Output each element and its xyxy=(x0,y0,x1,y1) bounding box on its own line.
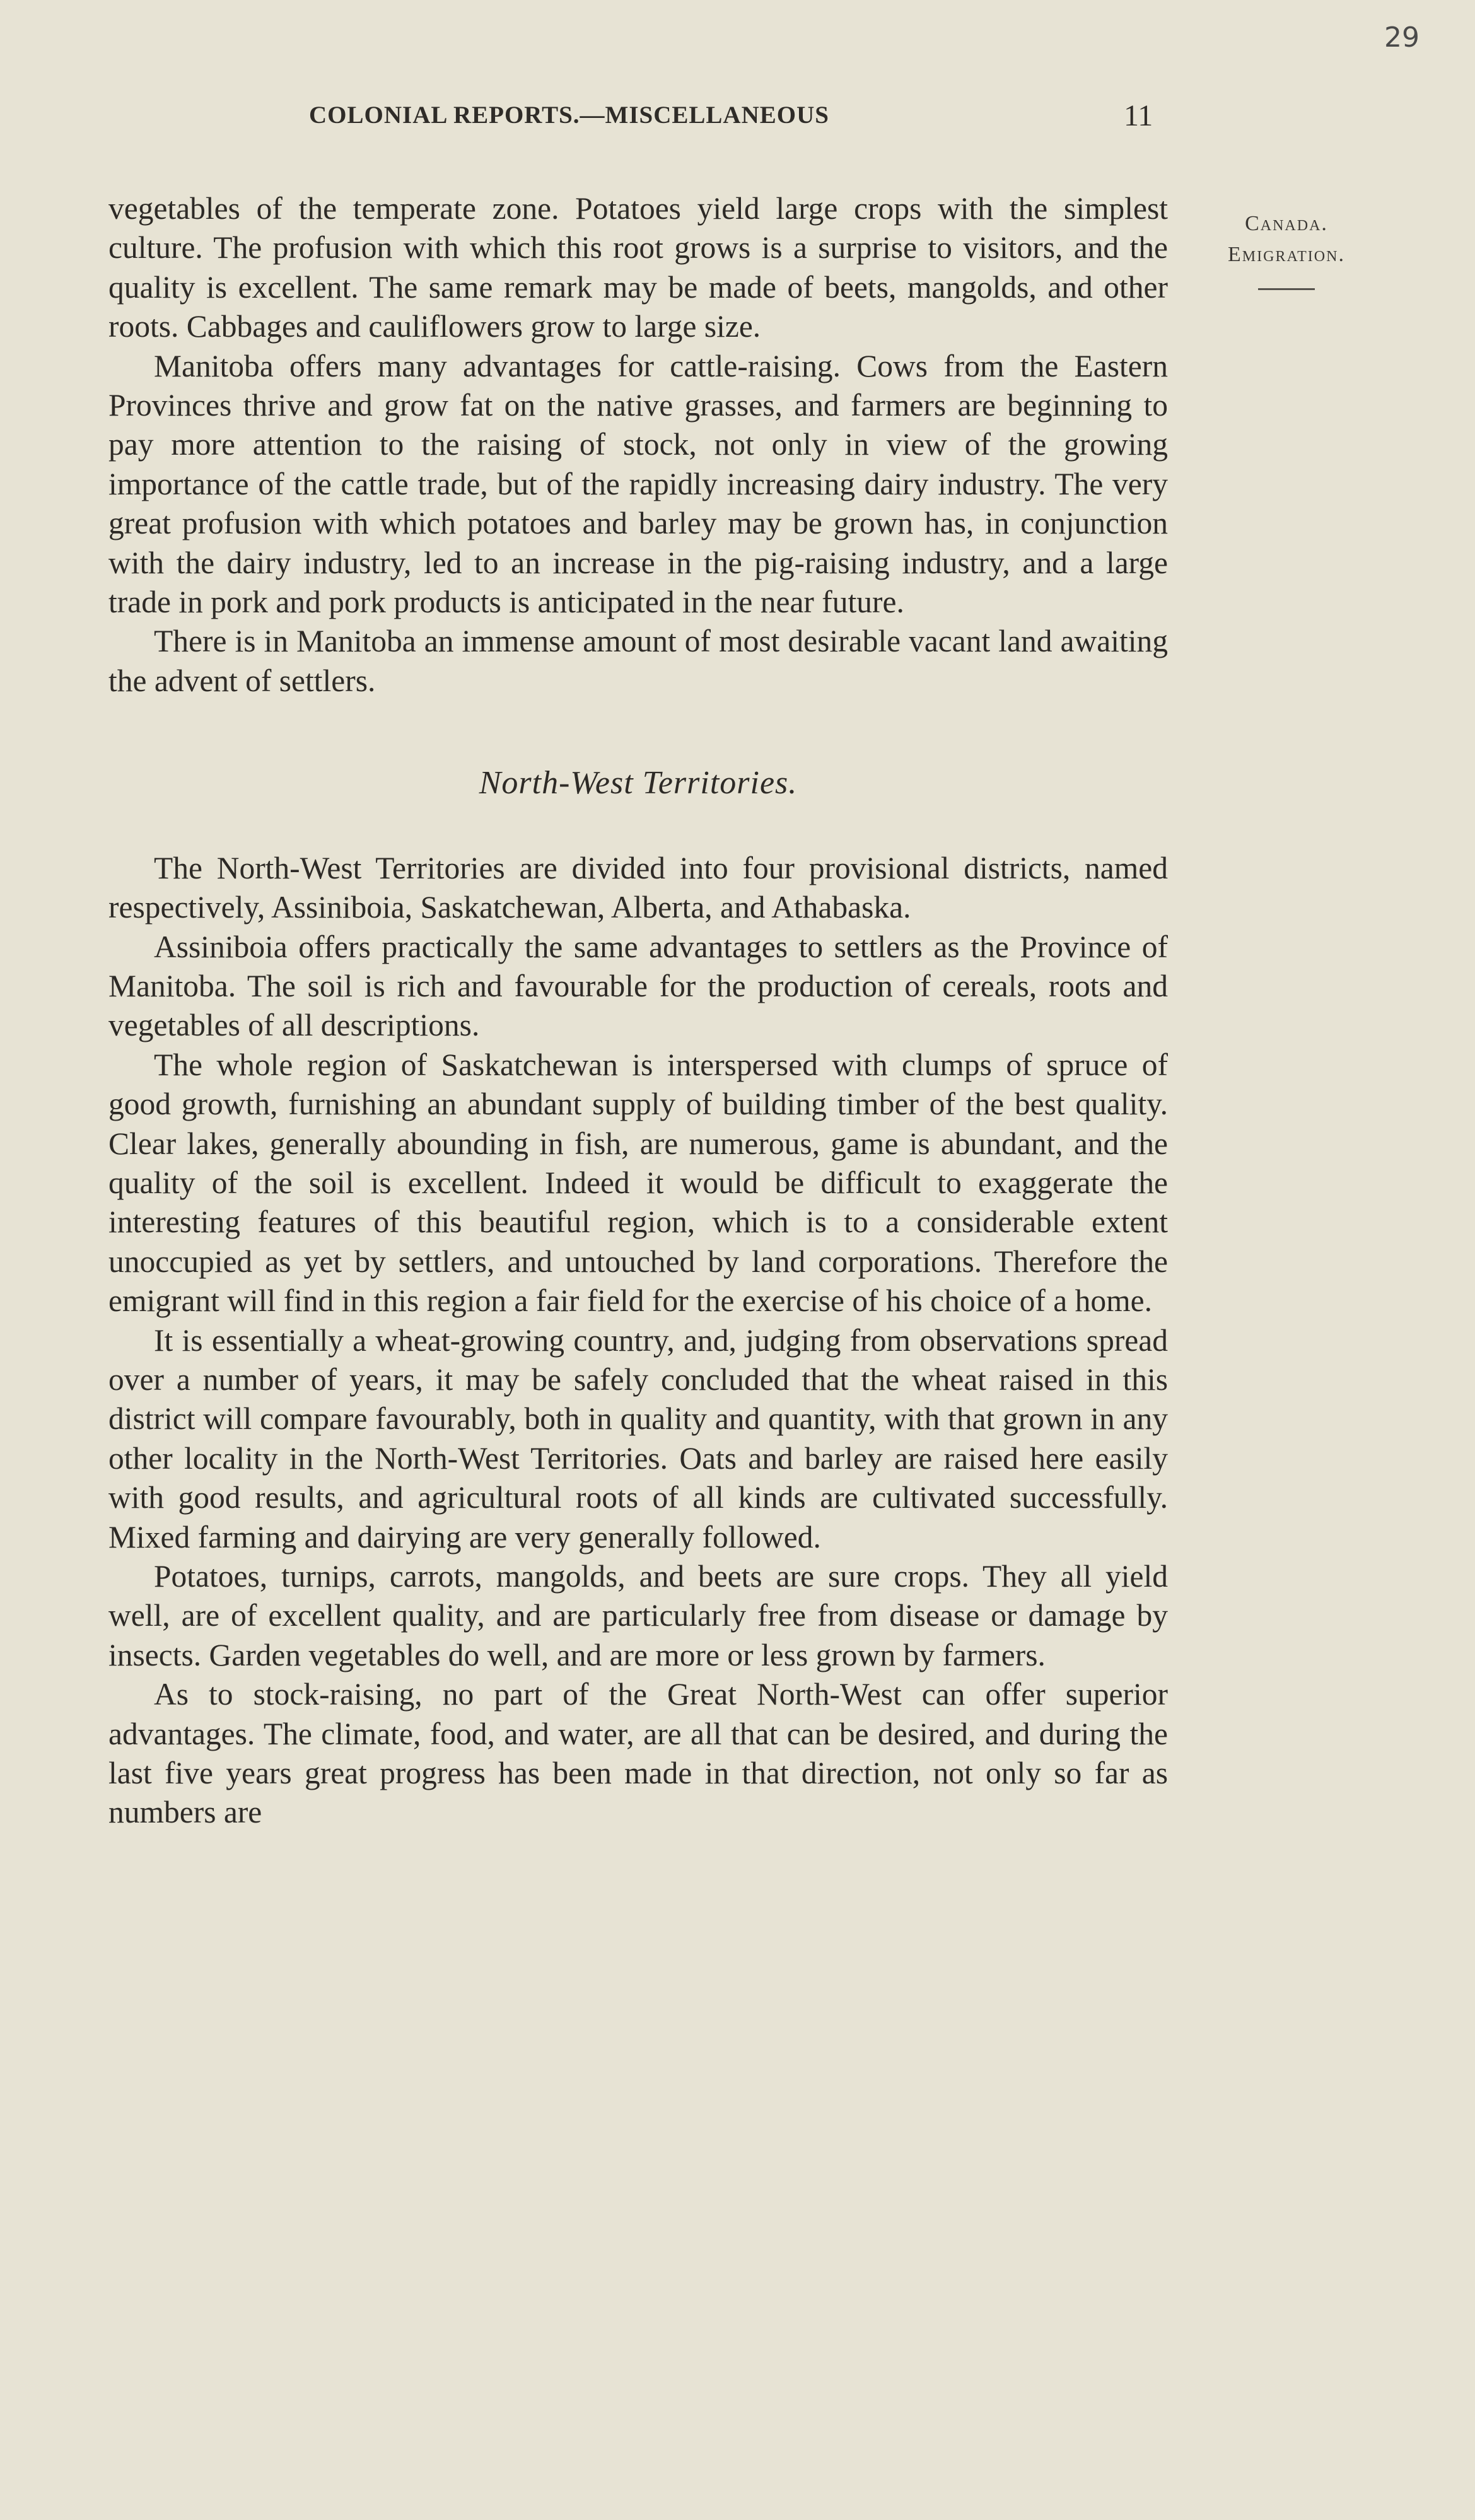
paragraph: vegetables of the temperate zone. Potatoes yield large crops with the simplest culture. The profusion with which this root grows is a surprise to visitors, and the quality is excellent. The same remark may be made of beets, mangolds, and other roots. Cabbages and cauliflowers grow to large size. xyxy=(108,191,1168,344)
page-number-outer: 29 xyxy=(1384,21,1420,54)
running-head: COLONIAL REPORTS.—MISCELLANEOUS xyxy=(309,102,829,129)
margin-note-line1: Canada. xyxy=(1245,212,1328,235)
paragraph: Manitoba offers many advantages for cattle-raising. Cows from the Eastern Provinces thrive and grow fat on the native grasses, and farmers are beginning to pay more attention to the raising of stock, not only in view of the growing importance of the cattle trade, but of the rapidly increasing dairy industry. The very great profusion with which potatoes and barley may be grown has, in conjunction with the dairy industry, led to an increase in the pig-raising industry, and a large trade in pork and pork products is anticipated in the near future. xyxy=(108,348,1168,620)
body-text xyxy=(108,189,1168,1833)
section-heading: North-West Territories. xyxy=(479,765,798,802)
paragraph: Potatoes, turnips, carrots, mangolds, and beets are sure crops. They all yield well, are of excellent quality, and are particularly free from disease or damage by insects. Garden vegetables do well, and are more or less grown by farmers. xyxy=(108,1559,1168,1672)
paragraph: The North-West Territories are divided into four provisional districts, named respectively, Assiniboia, Saskatchewan, Alberta, and Athabaska. xyxy=(108,850,1168,925)
paragraph: As to stock-raising, no part of the Great North-West can offer superior advantages. The climate, food, and water, are all that can be desired, and during the last five years great progress has been made in that direction, not only so far as numbers are xyxy=(108,1677,1168,1830)
margin-note-line2: Emigration. xyxy=(1228,243,1345,267)
margin-note xyxy=(1192,208,1381,290)
page-number-inner: 11 xyxy=(1124,99,1153,132)
margin-note-rule xyxy=(1258,288,1315,290)
paragraph: Assiniboia offers practically the same advantages to settlers as the Province of Manitoba. The soil is rich and favourable for the production of cereals, roots and vegetables of all descriptions. xyxy=(108,929,1168,1043)
paragraph: It is essentially a wheat-growing country, and, judging from observations spread over a number of years, it may be safely concluded that the wheat raised in this district will compare favourably, both in quality and quantity, with that grown in any other locality in the North-West Territories. Oats and barley are raised here easily with good results, and agricultural roots of all kinds are cultivated successfully. Mixed farming and dairying are very generally followed. xyxy=(108,1322,1168,1555)
paragraph: There is in Manitoba an immense amount of most desirable vacant land awaiting the advent of settlers. xyxy=(108,624,1168,698)
paragraph: The whole region of Saskatchewan is interspersed with clumps of spruce of good growth, furnishing an abundant supply of building timber of the best quality. Clear lakes, generally abounding in fish, are numerous, game is abundant, and the quality of the soil is excellent. Indeed it would be difficult to exaggerate the interesting features of this beautiful region, which is to a considerable extent unoccupied as yet by settlers, and untouched by land corporations. Therefore the emigrant will find in this region a fair field for the exercise of his choice of a home. xyxy=(108,1047,1168,1319)
